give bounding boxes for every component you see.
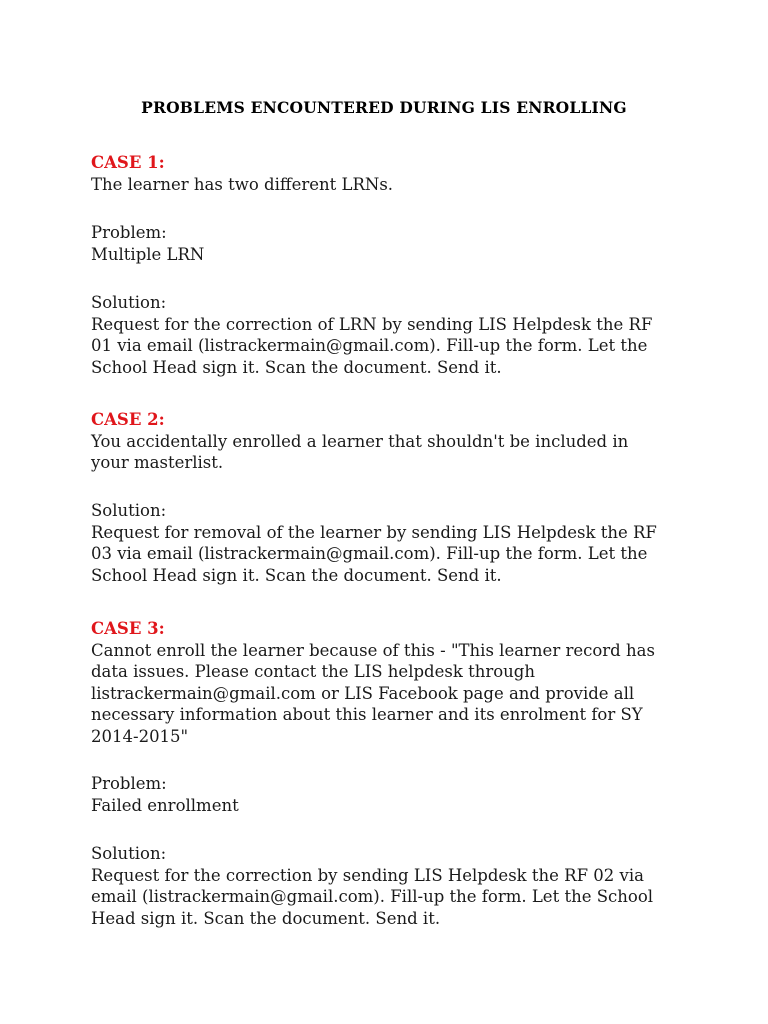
case-2-label: CASE 2: (91, 410, 165, 429)
solution-heading: Solution: (91, 293, 167, 312)
case-3-header (91, 618, 691, 747)
case-3-description-line: necessary information about this learner and its enrolment for SY (91, 705, 643, 724)
case-3-solution (91, 843, 691, 929)
case-3-description-line: data issues. Please contact the LIS helpdesk through (91, 662, 535, 681)
case-3-description-line: 2014-2015" (91, 726, 189, 746)
problem-text: Failed enrollment (91, 795, 239, 815)
solution-heading: Solution: (91, 501, 167, 520)
problem-heading: Problem: (91, 774, 167, 793)
case-1-label: CASE 1: (91, 153, 165, 172)
case-3-problem (91, 773, 691, 816)
case-1-description: The learner has two different LRNs. (91, 174, 394, 194)
solution-line: School Head sign it. Scan the document. Send it. (91, 357, 502, 377)
case-2-solution (91, 500, 691, 586)
solution-line: Head sign it. Scan the document. Send it. (91, 908, 441, 928)
problem-text: Multiple LRN (91, 244, 205, 264)
case-2-description-line: your masterlist. (91, 453, 224, 472)
solution-heading: Solution: (91, 844, 167, 863)
case-1-header (91, 152, 691, 195)
solution-line: email (listrackermain@gmail.com). Fill-up the form. Let the School (91, 887, 654, 906)
problem-heading: Problem: (91, 223, 167, 242)
solution-line: Request for the correction by sending LIS Helpdesk the RF 02 via (91, 865, 644, 885)
case-3-description-line: Cannot enroll the learner because of this - "This learner record has (91, 640, 655, 660)
case-3-label: CASE 3: (91, 619, 165, 638)
case-2-header (91, 409, 691, 474)
case-1-solution (91, 292, 691, 378)
case-2-description-line: You accidentally enrolled a learner that shouldn't be included in (91, 431, 629, 451)
solution-line: Request for the correction of LRN by sending LIS Helpdesk the RF (91, 314, 653, 334)
case-3-description-line: listrackermain@gmail.com or LIS Facebook page and provide all (91, 683, 635, 703)
case-1-problem (91, 222, 691, 265)
page-title: PROBLEMS ENCOUNTERED DURING LIS ENROLLING (141, 98, 627, 117)
solution-line: 01 via email (listrackermain@gmail.com). Fill-up the form. Let the (91, 336, 648, 355)
solution-line: 03 via email (listrackermain@gmail.com). Fill-up the form. Let the (91, 544, 648, 563)
solution-line: School Head sign it. Scan the document. Send it. (91, 565, 502, 585)
solution-line: Request for removal of the learner by sending LIS Helpdesk the RF (91, 522, 657, 542)
